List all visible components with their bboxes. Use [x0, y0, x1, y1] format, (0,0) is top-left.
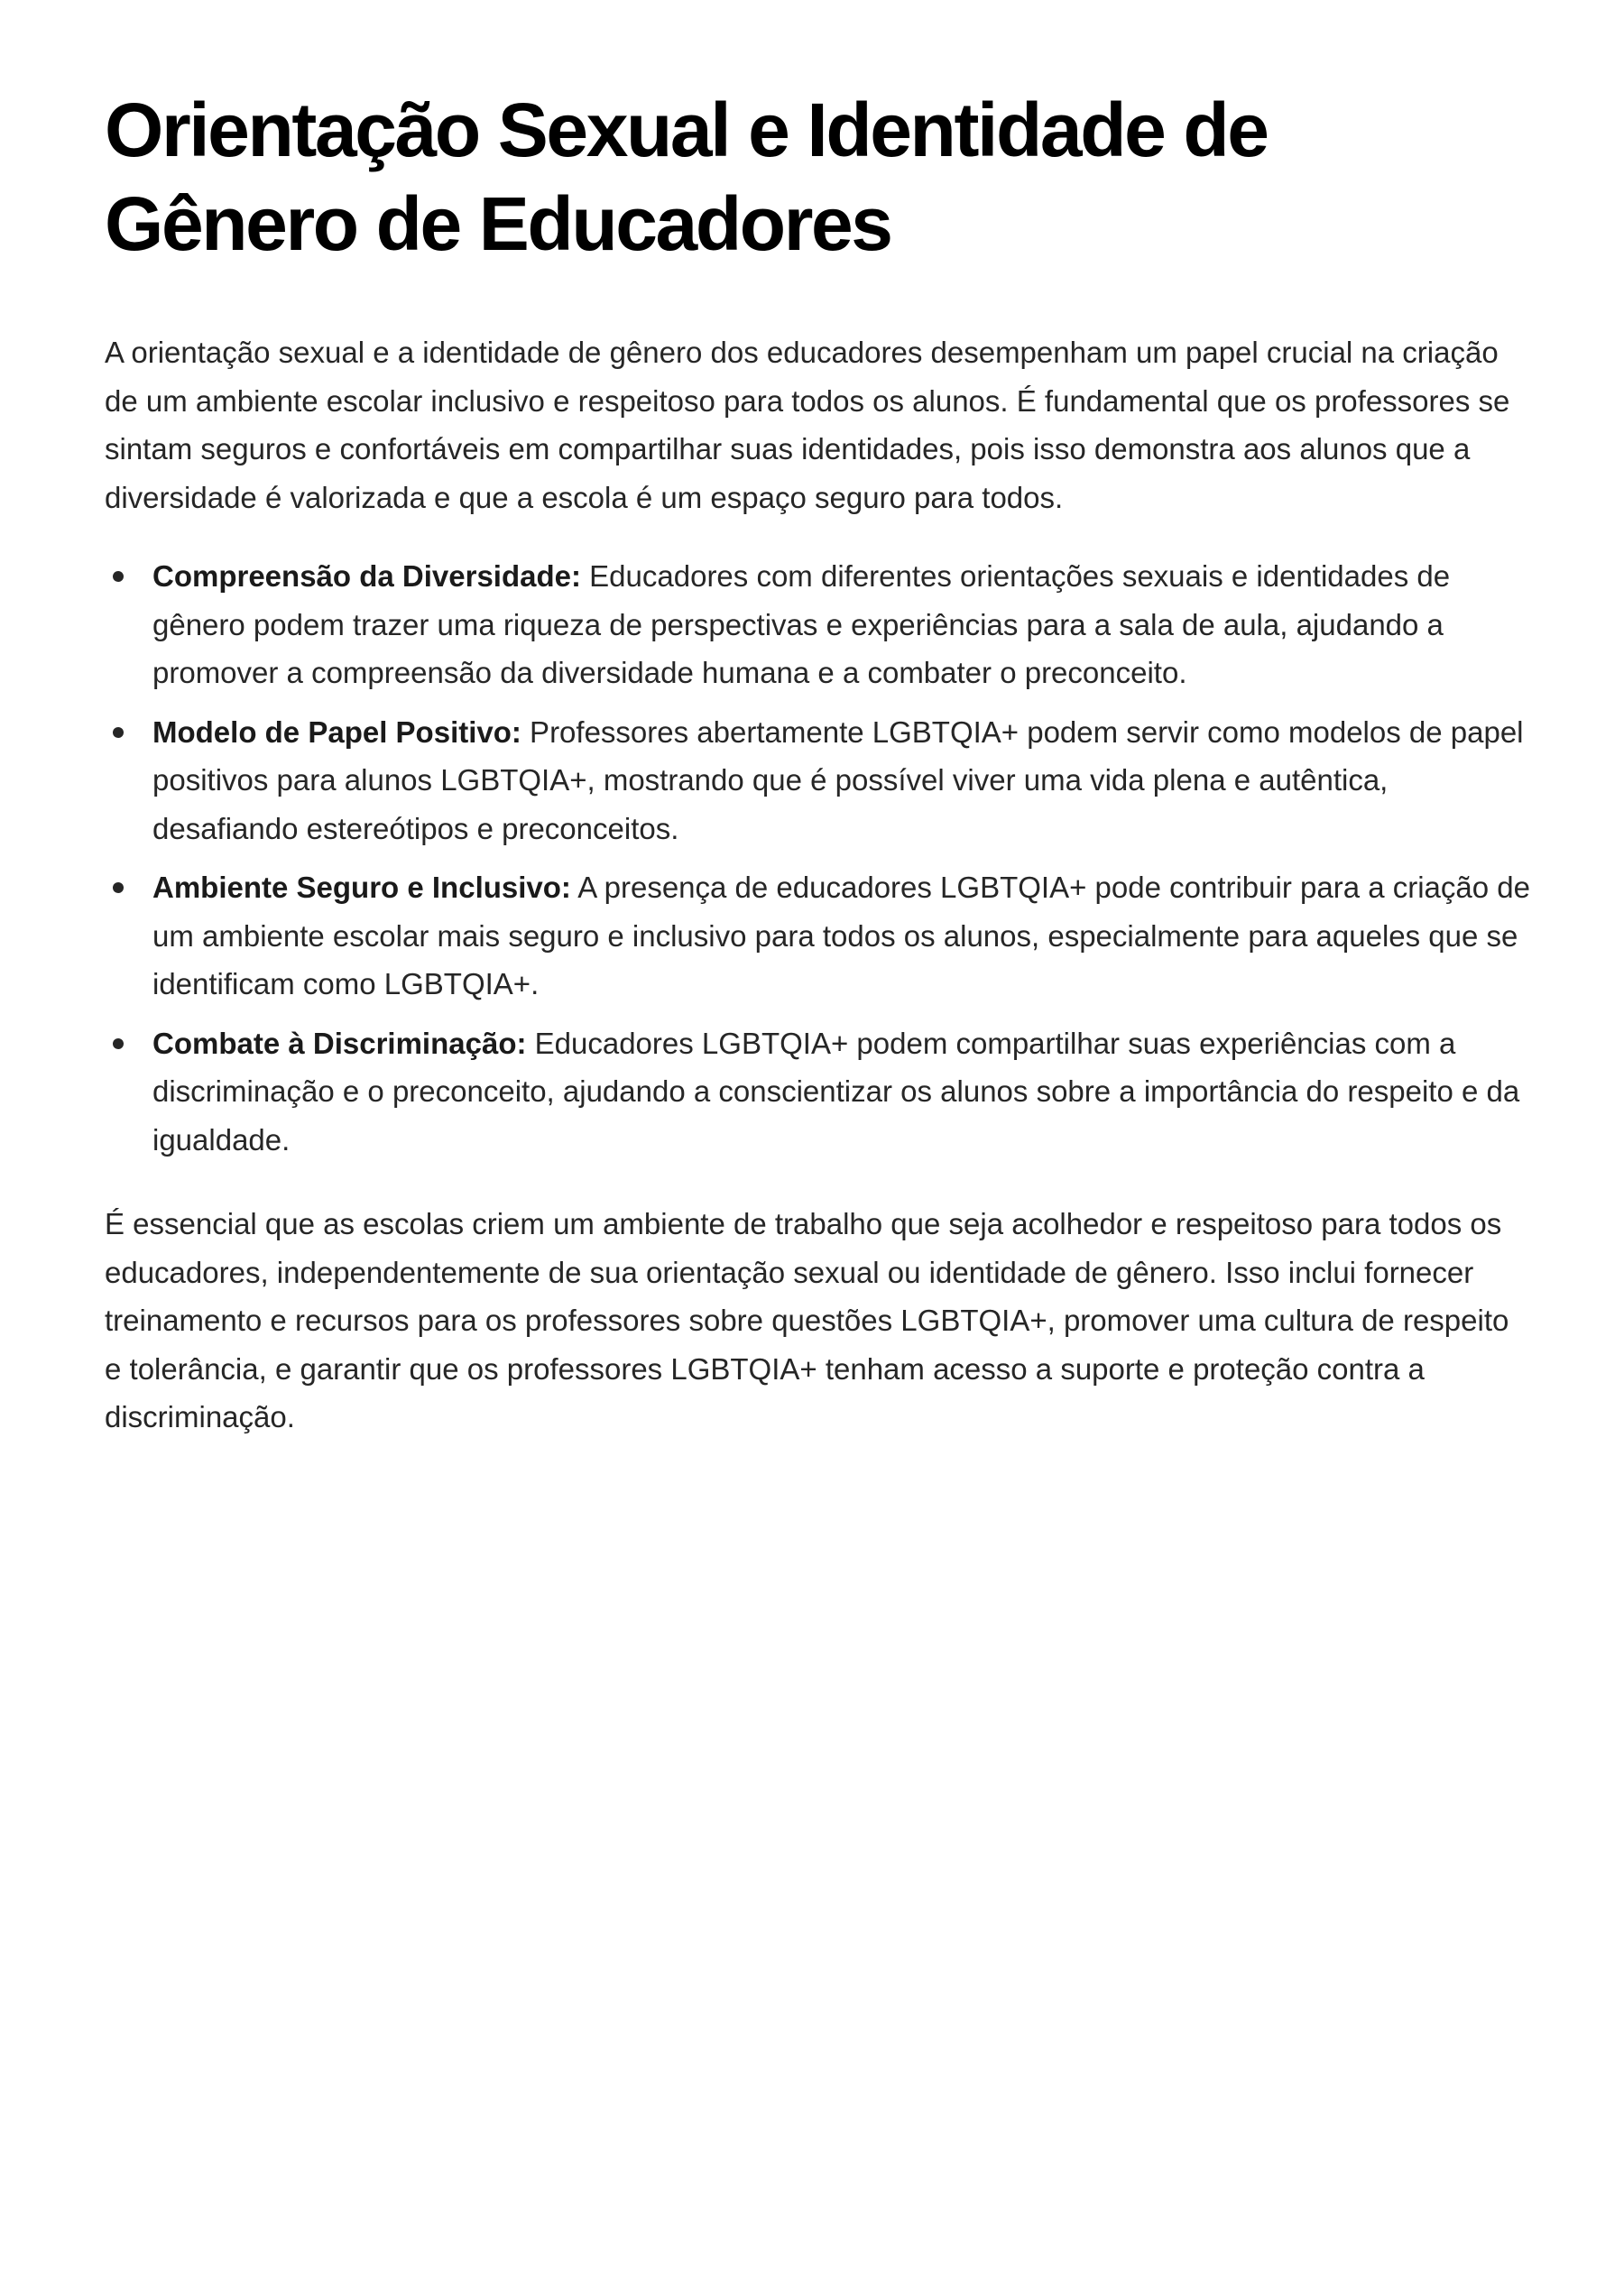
intro-paragraph: A orientação sexual e a identidade de gênero dos educadores desempenham um papel crucial na criação de um ambiente escolar inclusivo e respeitoso para todos os alunos. É fundamental que os professores se sintam seguros e confortáveis em compartilhar suas identidades, pois isso demonstra aos alunos que a diversidade é valorizada e que a escola é um espaço seguro para todos.	[105, 336, 1510, 514]
list-item	[105, 552, 1530, 697]
bullet-term: Ambiente Seguro e Inclusivo:	[152, 871, 571, 904]
bullet-text: A presença de educadores LGBTQIA+ pode contribuir para a criação de um ambiente escolar mais seguro e inclusivo para todos os alunos, especialmente para aqueles que se identificam como LGBTQIA+.	[152, 871, 1530, 1000]
page-title	[105, 83, 1530, 271]
document-page	[105, 83, 1530, 1442]
bullet-text: Professores abertamente LGBTQIA+ podem servir como modelos de papel positivos para alunos LGBTQIA+, mostrando que é possível viver uma vida plena e autêntica, desafiando estereótipos e preconceitos.	[152, 714, 1524, 845]
list-item	[105, 863, 1530, 1009]
bullet-icon	[113, 1038, 124, 1049]
bullet-icon	[113, 727, 124, 738]
bullet-term: Combate à Discriminação:	[152, 1026, 527, 1060]
bullet-text: Educadores LGBTQIA+ podem compartilhar suas experiências com a discriminação e o preconceito, ajudando a conscientizar os alunos sobre a importância do respeito e da igualdade.	[152, 1026, 1520, 1157]
bullet-icon	[113, 882, 124, 893]
page-title-line-2: Gênero de Educadores	[105, 181, 891, 266]
list-item	[105, 1019, 1530, 1165]
list-item	[105, 708, 1530, 853]
bullet-icon	[113, 571, 124, 582]
closing-paragraph: É essencial que as escolas criem um ambiente de trabalho que seja acolhedor e respeitoso para todos os educadores, independentemente de sua orientação sexual ou identidade de gênero. Isso inclui fornecer treinamento e recursos para os professores sobre questões LGBTQIA+, promover uma cultura de respeito e tolerância, e garantir que os professores LGBTQIA+ tenham acesso a suporte e proteção contra a discriminação.	[105, 1207, 1509, 1433]
bullet-text: Educadores com diferentes orientações sexuais e identidades de gênero podem trazer uma riqueza de perspectivas e experiências para a sala de aula, ajudando a promover a compreensão da diversidade humana e a combater o preconceito.	[152, 559, 1451, 689]
bullet-term: Compreensão da Diversidade:	[152, 559, 581, 593]
page-title-line-1: Orientação Sexual e Identidade de	[105, 88, 1268, 172]
bullet-list	[105, 552, 1530, 1164]
bullet-term: Modelo de Papel Positivo:	[152, 714, 521, 749]
